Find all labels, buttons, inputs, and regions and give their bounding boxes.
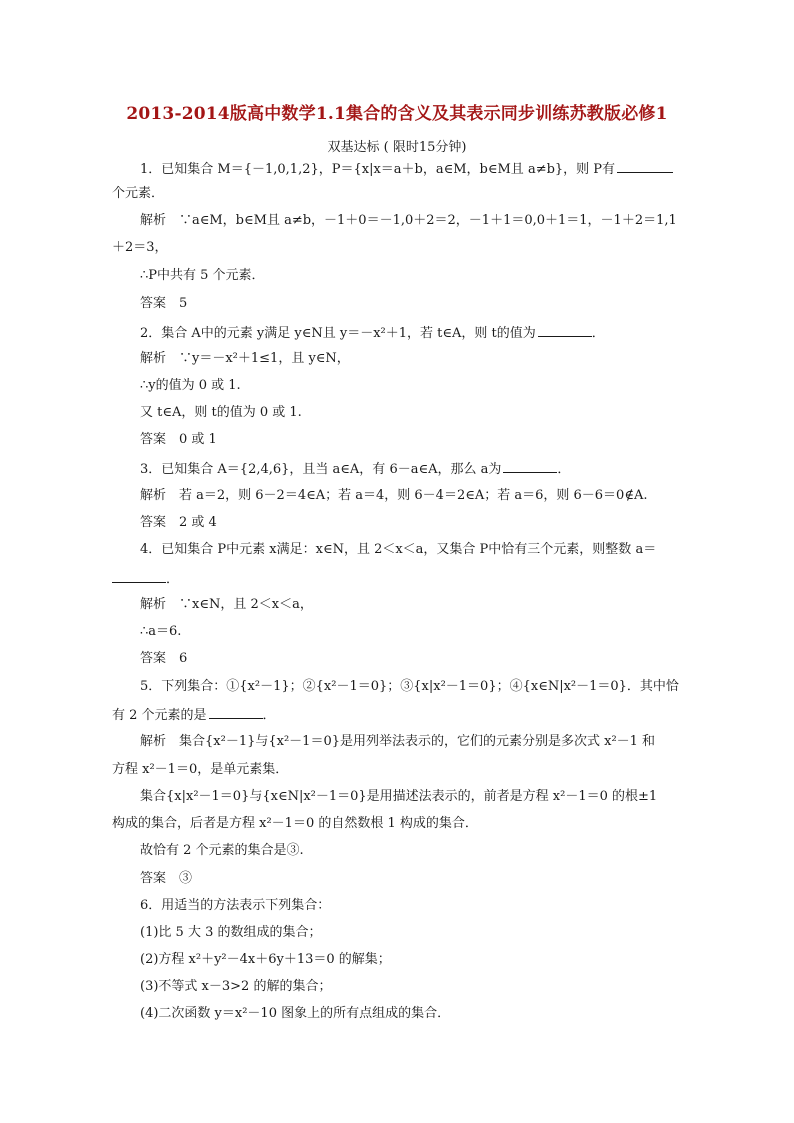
question-6-part-3: (3)不等式 x－3>2 的解的集合； — [140, 979, 332, 994]
question-6-stem: 6．用适当的方法表示下列集合： — [140, 898, 331, 913]
solution-5-para2-cont: 构成的集合，后者是方程 x²－1＝0 的自然数根 1 构成的集合． — [112, 816, 478, 831]
answer-blank — [209, 706, 263, 719]
question-5-stem: 5．下列集合：①{x²－1}；②{x²－1＝0}；③{x|x²－1＝0}；④{x∈N|x²－1＝0}．其中恰 — [140, 679, 679, 694]
solution-4-conclusion: ∴a＝6. — [140, 624, 182, 639]
answer-1: 答案 5 — [140, 296, 188, 311]
solution-5-conclusion: 故恰有 2 个元素的集合是③. — [140, 843, 304, 858]
solution-1: 解析 ∵a∈M，b∈M且 a≠b，－1＋0＝－1,0＋2＝2，－1＋1＝0,0＋1＝1，－1＋2＝1,1 — [140, 213, 677, 228]
solution-5-cont: 方程 x²－1＝0，是单元素集． — [112, 762, 289, 777]
solution-2-conclusion: 又 t∈A，则 t的值为 0 或 1. — [140, 405, 302, 420]
question-1-stem-cont: 个元素． — [112, 186, 165, 201]
solution-2-step: ∴y的值为 0 或 1. — [140, 378, 241, 393]
question-4-stem: 4．已知集合 P中元素 x满足：x∈N，且 2＜x＜a，又集合 P中恰有三个元素，则整数 a＝ — [140, 542, 657, 557]
question-6-part-1: (1)比 5 大 3 的数组成的集合； — [140, 925, 322, 940]
solution-2: 解析 ∵y＝－x²＋1≤1，且 y∈N， — [140, 351, 350, 366]
question-3-stem: 3．已知集合 A＝{2,4,6}，且当 a∈A，有 6－a∈A，那么 a为 ． — [140, 462, 571, 477]
solution-5-para2: 集合{x|x²－1＝0}与{x∈N|x²－1＝0}是用描述法表示的，前者是方程 x²－1＝0 的根±1 — [140, 789, 658, 804]
question-5-stem-cont: 有 2 个元素的是 ． — [112, 708, 276, 723]
question-1-stem: 1．已知集合 M＝{－1,0,1,2}，P＝{x|x＝a＋b，a∈M，b∈M且 a≠b}，则 P有 — [140, 160, 660, 178]
question-2-stem: 2．集合 A中的元素 y满足 y∈N且 y＝－x²＋1，若 t∈A，则 t的值为 ． — [140, 326, 605, 341]
answer-blank — [112, 570, 166, 583]
solution-3: 解析 若 a＝2，则 6－2＝4∈A；若 a＝4，则 6－4＝2∈A；若 a＝6，则 6－6＝0∉A. — [140, 488, 648, 503]
answer-4: 答案 6 — [140, 651, 188, 666]
answer-2: 答案 0 或 1 — [140, 432, 217, 447]
answer-5: 答案 ③ — [140, 871, 193, 886]
answer-blank — [503, 460, 557, 473]
document-title: 2013-2014版高中数学1.1集合的含义及其表示同步训练苏教版必修1 — [126, 104, 668, 124]
solution-4: 解析 ∵x∈N，且 2＜x＜a， — [140, 597, 313, 612]
question-6-part-4: (4)二次函数 y＝x²－10 图象上的所有点组成的集合． — [140, 1006, 451, 1021]
answer-3: 答案 2 或 4 — [140, 515, 217, 530]
answer-blank — [538, 324, 592, 337]
question-6-part-2: (2)方程 x²＋y²－4x＋6y＋13＝0 的解集； — [140, 952, 391, 967]
section-subtitle: 双基达标 ( 限时15分钟) — [327, 140, 467, 155]
solution-1-cont: ＋2＝3， — [112, 240, 168, 255]
answer-blank — [617, 160, 673, 173]
solution-5: 解析 集合{x²－1}与{x²－1＝0}是用列举法表示的，它们的元素分别是多次式 x²－1 和 — [140, 734, 656, 749]
solution-1-conclusion: ∴P中共有 5 个元素． — [140, 268, 265, 283]
question-4-stem-cont: ． — [112, 570, 632, 588]
